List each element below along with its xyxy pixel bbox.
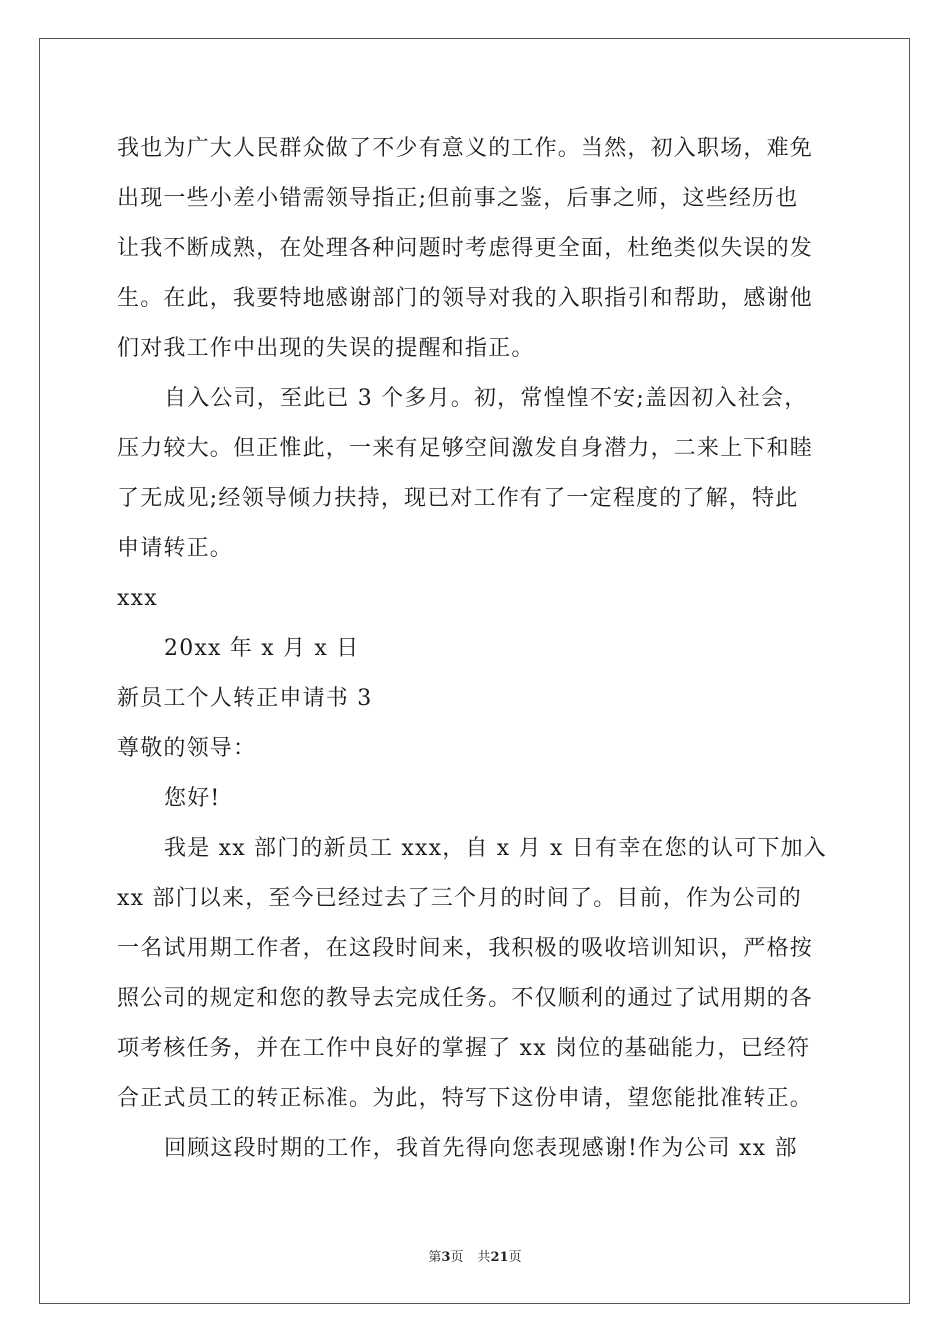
text-line: 项考核任务，并在工作中良好的掌握了 xx 岗位的基础能力，已经符 — [117, 1036, 811, 1061]
text-line: 照公司的规定和您的教导去完成任务。不仅顺利的通过了试用期的各 — [117, 986, 814, 1011]
section-title: 新员工个人转正申请书 3 — [117, 686, 373, 711]
page-footer — [0, 1246, 950, 1265]
total-pages: 21 — [490, 1250, 509, 1265]
page-border — [39, 38, 910, 1304]
signature-name: xxx — [117, 586, 158, 611]
paragraph-start: 自入公司，至此已 3 个多月。初，常惶惶不安;盖因初入社会， — [164, 386, 808, 411]
page-suffix: 页 — [450, 1250, 464, 1265]
total-suffix: 页 — [508, 1250, 522, 1265]
paragraph-start: 回顾这段时期的工作，我首先得向您表现感谢!作为公司 xx 部 — [164, 1136, 798, 1161]
text-line: 出现一些小差小错需领导指正;但前事之鉴，后事之师，这些经历也 — [117, 186, 799, 211]
text-line: 们对我工作中出现的失误的提醒和指正。 — [117, 336, 535, 361]
text-line: 让我不断成熟，在处理各种问题时考虑得更全面，杜绝类似失误的发 — [117, 236, 814, 261]
text-line: xx 部门以来，至今已经过去了三个月的时间了。目前，作为公司的 — [117, 886, 803, 911]
text-line: 了无成见;经领导倾力扶持，现已对工作有了一定程度的了解，特此 — [117, 486, 799, 511]
salutation: 尊敬的领导： — [117, 736, 257, 761]
page-prefix: 第 — [428, 1250, 442, 1265]
paragraph-start: 我是 xx 部门的新员工 xxx，自 x 月 x 日有幸在您的认可下加入 — [164, 836, 828, 861]
page-number: 3 — [441, 1250, 451, 1265]
total-prefix: 共 — [477, 1250, 491, 1265]
greeting: 您好! — [164, 786, 221, 811]
text-line: 生。在此，我要特地感谢部门的领导对我的入职指引和帮助，感谢他 — [117, 286, 814, 311]
text-line: 合正式员工的转正标准。为此，特写下这份申请，望您能批准转正。 — [117, 1086, 814, 1111]
signature-date: 20xx 年 x 月 x 日 — [164, 636, 360, 661]
text-line: 申请转正。 — [117, 536, 234, 561]
text-line: 我也为广大人民群众做了不少有意义的工作。当然，初入职场，难免 — [117, 136, 814, 161]
text-line: 一名试用期工作者，在这段时间来，我积极的吸收培训知识，严格按 — [117, 936, 814, 961]
text-line: 压力较大。但正惟此，一来有足够空间激发自身潜力，二来上下和睦 — [117, 436, 814, 461]
